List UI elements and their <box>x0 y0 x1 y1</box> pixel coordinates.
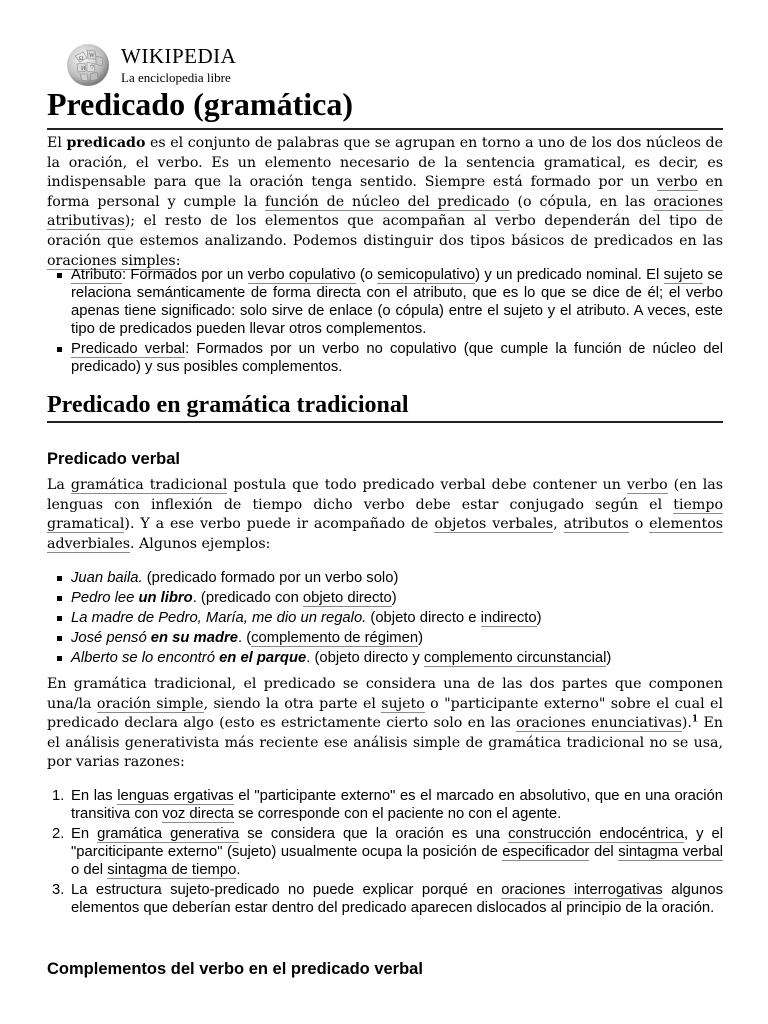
wikipedia-wordmark: WIKIPEDIA <box>121 44 237 68</box>
example-italic: La madre de Pedro, María, me dio un regalo. <box>71 610 367 626</box>
text-run: , y el "parciticipante externo" (sujeto) usualmente ocupa la posición de <box>71 826 724 860</box>
text-run: es el conjunto de palabras que se agrupan en torno a uno de los dos núcleos de la oración, el verbo. Es un elemento necesario de la sentencia gramatical, es decir, es indispensable para que la oración tenga sentido. Siempre está formado por un <box>47 135 724 191</box>
link-oraciones-simples[interactable]: oraciones simples <box>47 252 176 269</box>
link-elementos-adverbiales[interactable]: elementos adverbiales <box>47 516 724 552</box>
list-item <box>47 649 723 667</box>
verbal-predicate-paragraph <box>47 476 723 554</box>
link-gramatica-generativa[interactable]: gramática generativa <box>97 826 240 842</box>
subsection-heading: Predicado verbal <box>47 450 180 468</box>
list-item <box>47 881 723 917</box>
link-oraciones-interrogativas[interactable]: oraciones interrogativas <box>501 882 663 898</box>
example-italic: Pedro lee <box>71 590 139 606</box>
predicate-types-list <box>47 266 723 378</box>
example-bold: un libro <box>138 590 193 606</box>
example-italic: José pensó <box>71 630 151 646</box>
link-especificador[interactable]: especificador <box>502 844 590 860</box>
intro-paragraph <box>47 134 723 271</box>
list-item <box>47 629 723 647</box>
example-italic: Alberto se lo encontró <box>71 650 220 666</box>
text-run: se corresponde con el paciente no con el agente. <box>233 806 562 822</box>
list-number: 3. <box>52 882 65 898</box>
list-item <box>47 340 723 376</box>
text-run: La <box>47 477 71 493</box>
link-tiempo-gramatical[interactable]: tiempo gramatical <box>47 496 723 533</box>
link-sujeto[interactable]: sujeto <box>663 267 704 283</box>
svg-text:И: И <box>81 66 86 72</box>
text-run: o <box>628 516 650 533</box>
link-verbo[interactable]: verbo <box>626 477 668 493</box>
text-run: . Algunos ejemplos: <box>130 535 271 552</box>
svg-text:ウ: ウ <box>89 65 96 71</box>
traditional-analysis-paragraph <box>47 675 723 773</box>
link-gramatica-tradicional[interactable]: gramática tradicional <box>70 477 228 493</box>
text-run: del <box>589 844 619 860</box>
link-objeto-directo[interactable]: objeto directo <box>302 590 392 606</box>
text-run: algunos elementos que deberían estar dentro del predicado aparecen dislocados al principio de la oración. <box>71 882 723 916</box>
section-heading: Predicado en gramática tradicional <box>47 389 723 423</box>
text-run: El <box>47 135 67 151</box>
svg-text:W: W <box>89 53 95 59</box>
list-item <box>47 589 723 607</box>
text-run: se considera que la oración es una <box>239 826 509 842</box>
text-run: (o <box>355 267 378 283</box>
link-construccion-endocentrica[interactable]: construcción endocéntrica <box>508 826 684 842</box>
link-semicopulativo[interactable]: semicopulativo <box>377 267 476 283</box>
text-run: el "participante externo" es el marcado en absolutivo, que en una oración transitiva con <box>71 788 723 822</box>
link-objetos-verbales[interactable]: objetos verbales <box>434 516 554 533</box>
text-run: (objeto directo e <box>366 610 481 626</box>
link-oraciones-atributivas[interactable]: oraciones atributivas <box>47 193 723 230</box>
list-item <box>47 825 723 879</box>
link-lenguas-ergativas[interactable]: lenguas ergativas <box>117 788 234 804</box>
link-complemento-regimen[interactable]: complemento de régimen <box>251 630 419 646</box>
subsection-heading: Complementos del verbo en el predicado verbal <box>47 960 423 978</box>
text-run: ) <box>418 630 424 646</box>
link-voz-directa[interactable]: voz directa <box>162 806 234 822</box>
text-run: , <box>553 516 564 533</box>
reasons-list <box>47 787 723 919</box>
list-number: 1. <box>52 788 65 804</box>
text-run: en forma personal y cumple la <box>47 174 723 210</box>
link-indirecto[interactable]: indirecto <box>480 610 537 626</box>
text-run: . ( <box>237 630 252 646</box>
text-run: ); el resto de los elementos que acompañan al verbo dependerán del tipo de oración que estemos analizando. Podemos distinguir dos tipos básicos de predicados en las <box>47 213 723 249</box>
text-run: se relaciona semánticamente de forma directa con el atributo, que es lo que se dice de él; el verbo apenas tiene significado: solo sirve de enlace (o cópula) entre el sujeto y el atributo. A veces, este tipo de predicados pueden llevar otros complementos. <box>71 267 724 337</box>
example-italic: Juan baila. <box>71 570 143 586</box>
text-run: En gramática tradicional, el predicado se considera una de las dos partes que componen una/la <box>47 676 723 712</box>
text-run: . (objeto directo y <box>306 650 424 666</box>
text-run: ) <box>606 650 612 666</box>
text-run: o del <box>71 862 108 878</box>
text-run: ). Y a ese verbo puede ir acompañado de <box>124 516 435 533</box>
text-run: : Formados por un verbo no copulativo (que cumple la función de núcleo del predicado) y sus posibles complementos. <box>71 341 723 375</box>
text-run: ) <box>391 590 397 606</box>
link-sintagma-de-tiempo[interactable]: sintagma de tiempo <box>107 862 237 878</box>
text-run: (en las lenguas con inflexión de tiempo dicho verbo debe estar conjugado según el <box>47 477 723 513</box>
text-run: . <box>236 862 241 878</box>
text-run: : Formados por un <box>122 267 248 283</box>
example-bold: en su madre <box>150 630 238 646</box>
link-predicado-verbal[interactable]: Predicado verbal <box>71 341 186 357</box>
text-run: En el análisis generativista más reciente ese análisis simple de gramática tradicional no se usa, por varias razones: <box>47 715 723 771</box>
text-run: La estructura sujeto-predicado no puede explicar porqué en <box>71 882 502 898</box>
example-bold: en el parque <box>219 650 307 666</box>
link-funcion-nucleo[interactable]: función de núcleo del predicado <box>264 193 510 210</box>
link-atributos[interactable]: atributos <box>563 516 629 533</box>
list-item <box>47 569 723 587</box>
text-run: ). <box>681 715 692 732</box>
list-number: 2. <box>52 826 65 842</box>
text-run: (predicado formado por un verbo solo) <box>142 570 399 586</box>
text-run: . (predicado con <box>192 590 303 606</box>
list-item <box>47 787 723 823</box>
link-sujeto[interactable]: sujeto <box>381 695 425 712</box>
text-run: ) <box>536 610 542 626</box>
footnote-ref[interactable]: 1 <box>691 714 699 725</box>
text-run: o "participante externo" sobre el cual el predicado declara algo (esto es estrictamente cierto solo en las <box>47 695 723 732</box>
wikipedia-tagline: La enciclopedia libre <box>121 70 231 85</box>
link-verbo-copulativo[interactable]: verbo copulativo <box>247 267 356 283</box>
term-bold: predicado <box>66 135 146 151</box>
text-run: postula que todo predicado verbal debe contener un <box>227 477 627 493</box>
link-complemento-circunstancial[interactable]: complemento circunstancial <box>423 650 607 666</box>
link-verbo[interactable]: verbo <box>656 174 698 191</box>
svg-text:Ω: Ω <box>79 56 84 62</box>
link-oracion-simple[interactable]: oración simple <box>96 695 204 712</box>
page-title: Predicado (gramática) <box>47 80 723 130</box>
text-run: (o cópula, en las <box>509 193 654 210</box>
link-atributo[interactable]: Atributo <box>71 267 122 283</box>
text-run: : <box>175 252 181 269</box>
link-sintagma-verbal[interactable]: sintagma verbal <box>618 844 724 860</box>
list-item <box>47 609 723 627</box>
text-run: En <box>71 826 98 842</box>
examples-list <box>47 569 723 669</box>
text-run: En las <box>71 788 118 804</box>
text-run: ) y un predicado nominal. El <box>475 267 664 283</box>
link-oraciones-enunciativas[interactable]: oraciones enunciativas <box>516 715 682 732</box>
text-run: , siendo la otra parte el <box>203 695 382 712</box>
list-item <box>47 266 723 338</box>
